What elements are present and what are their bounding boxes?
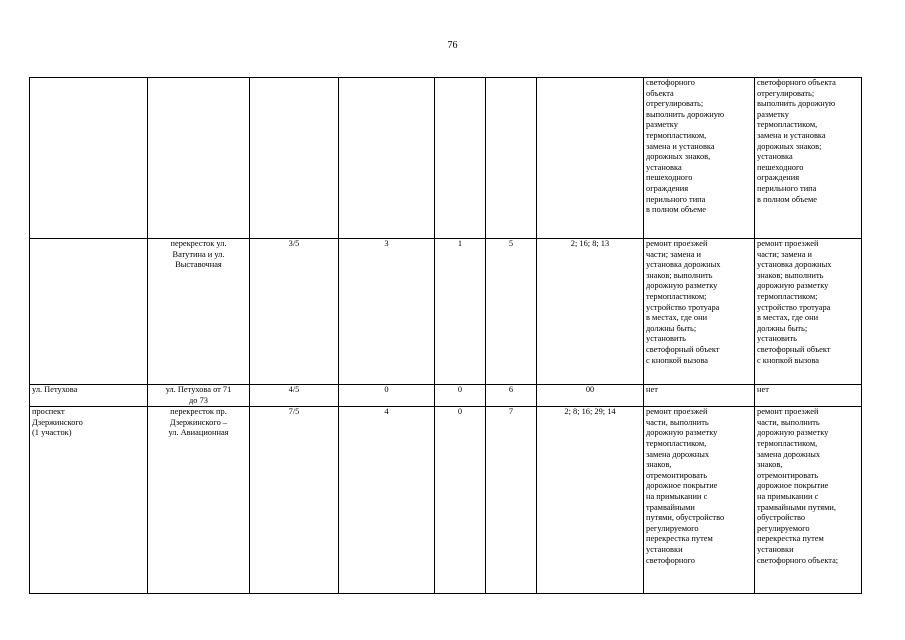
value-cell [435,78,486,239]
section-cell: перекресток пр. Дзержинского – ул. Авиационная [148,407,250,594]
value-cell: 7 [486,407,537,594]
value-cell: 4 [339,407,435,594]
value-cell: 00 [537,385,644,407]
page-number: 76 [447,40,458,51]
measures-cell: светофорного объекта отрегулировать; выполнить дорожную разметку термопластиком, замена и установка дорожных знаков; установка пешеходного ограждения перильного типа в полном объеме [755,78,862,239]
value-cell: 0 [339,385,435,407]
section-cell [148,78,250,239]
value-cell: 3 [339,239,435,385]
value-cell: 0 [435,407,486,594]
value-cell: 4/5 [250,385,339,407]
value-cell [339,78,435,239]
value-cell: 1 [435,239,486,385]
value-cell: 0 [435,385,486,407]
report-table [29,77,862,594]
section-cell: ул. Петухова от 71 до 73 [148,385,250,407]
table-row [30,385,862,407]
value-cell: 6 [486,385,537,407]
value-cell: 2; 16; 8; 13 [537,239,644,385]
street-cell: проспект Дзержинского (1 участок) [30,407,148,594]
measures-cell: нет [755,385,862,407]
street-cell [30,239,148,385]
measures-cell: ремонт проезжей части; замена и установка дорожных знаков; выполнить дорожную разметку термопластиком; устройство тротуара в местах, где они должны быть; установить светофорный объект с кнопкой вызова [644,239,755,385]
section-cell: перекресток ул. Ватутина и ул. Выставочная [148,239,250,385]
value-cell: 5 [486,239,537,385]
street-cell [30,78,148,239]
table-row [30,239,862,385]
table-row [30,78,862,239]
measures-cell: ремонт проезжей части; замена и установка дорожных знаков; выполнить дорожную разметку термопластиком; устройство тротуара в местах, где они должны быть; установить светофорный объект с кнопкой вызова [755,239,862,385]
value-cell [537,78,644,239]
value-cell: 3/5 [250,239,339,385]
value-cell: 7/5 [250,407,339,594]
measures-cell: нет [644,385,755,407]
value-cell [486,78,537,239]
street-cell: ул. Петухова [30,385,148,407]
measures-cell: ремонт проезжей части, выполнить дорожную разметку термопластиком, замена дорожных знаков, отремонтировать дорожное покрытие на примыкании с трамвайными путями, обустройство регулируемого перекрестка путем установки светофорного объекта; [755,407,862,594]
table-row [30,407,862,594]
measures-cell: светофорного объекта отрегулировать; выполнить дорожную разметку термопластиком, замена и установка дорожных знаков, установка пешеходного ограждения перильного типа в полном объеме [644,78,755,239]
value-cell [250,78,339,239]
measures-cell: ремонт проезжей части, выполнить дорожную разметку термопластиком, замена дорожных знаков, отремонтировать дорожное покрытие на примыкании с трамвайными путями, обустройство регулируемого перекрестка путем установки светофорного [644,407,755,594]
value-cell: 2; 8; 16; 29; 14 [537,407,644,594]
